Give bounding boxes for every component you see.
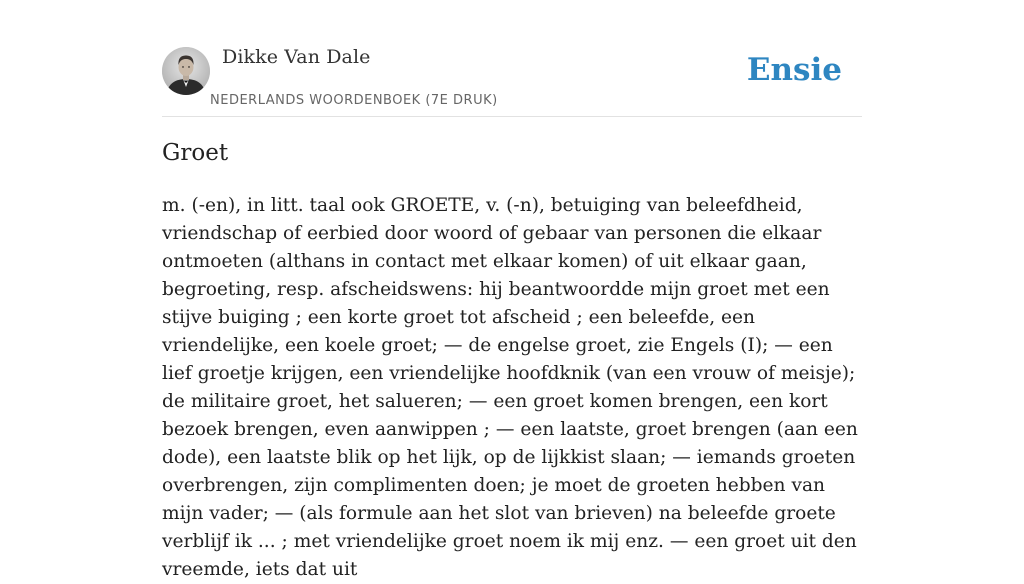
page-header xyxy=(162,44,862,117)
author-avatar[interactable] xyxy=(162,47,210,95)
entry-definition: m. (-en), in litt. taal ook GROETE, v. (-n), betuiging van beleefdheid, vriendschap of eerbied door woord of gebaar van personen die elkaar ontmoeten (althans in contact met elkaar komen) of uit elkaar gaan, begroeting, resp. afscheidswens: hij beantwoordde mijn groet met een stijve buiging ; een korte groet tot afscheid ; een beleefde, een vriendelijke, een koele groet; — de engelse groet, zie Engels (I); — een lief groetje krijgen, een vriendelijke hoofdknik (van een vrouw of meisje); de militaire groet, het salueren; — een groet komen brengen, een kort bezoek brengen, even aanwippen ; — een laatste, groet brengen (aan een dode), een laatste blik op het lijk, op de lijkkist slaan; — iemands groeten overbrengen, zijn complimenten doen; je moet de groeten hebben van mijn vader; — (als formule aan het slot van brieven) na beleefde groete verblijf ik ... ; met vriendelijke groet noem ik mij enz. — een groet uit den vreemde, iets dat uit xyxy=(162,195,858,580)
dictionary-source[interactable]: NEDERLANDS WOORDENBOEK (7E DRUK) xyxy=(210,93,498,108)
portrait-photo-icon xyxy=(162,47,210,95)
author-name[interactable]: Dikke Van Dale xyxy=(222,46,371,68)
brand-logo[interactable]: Ensie xyxy=(746,52,842,88)
entry-title: Groet xyxy=(162,140,229,166)
